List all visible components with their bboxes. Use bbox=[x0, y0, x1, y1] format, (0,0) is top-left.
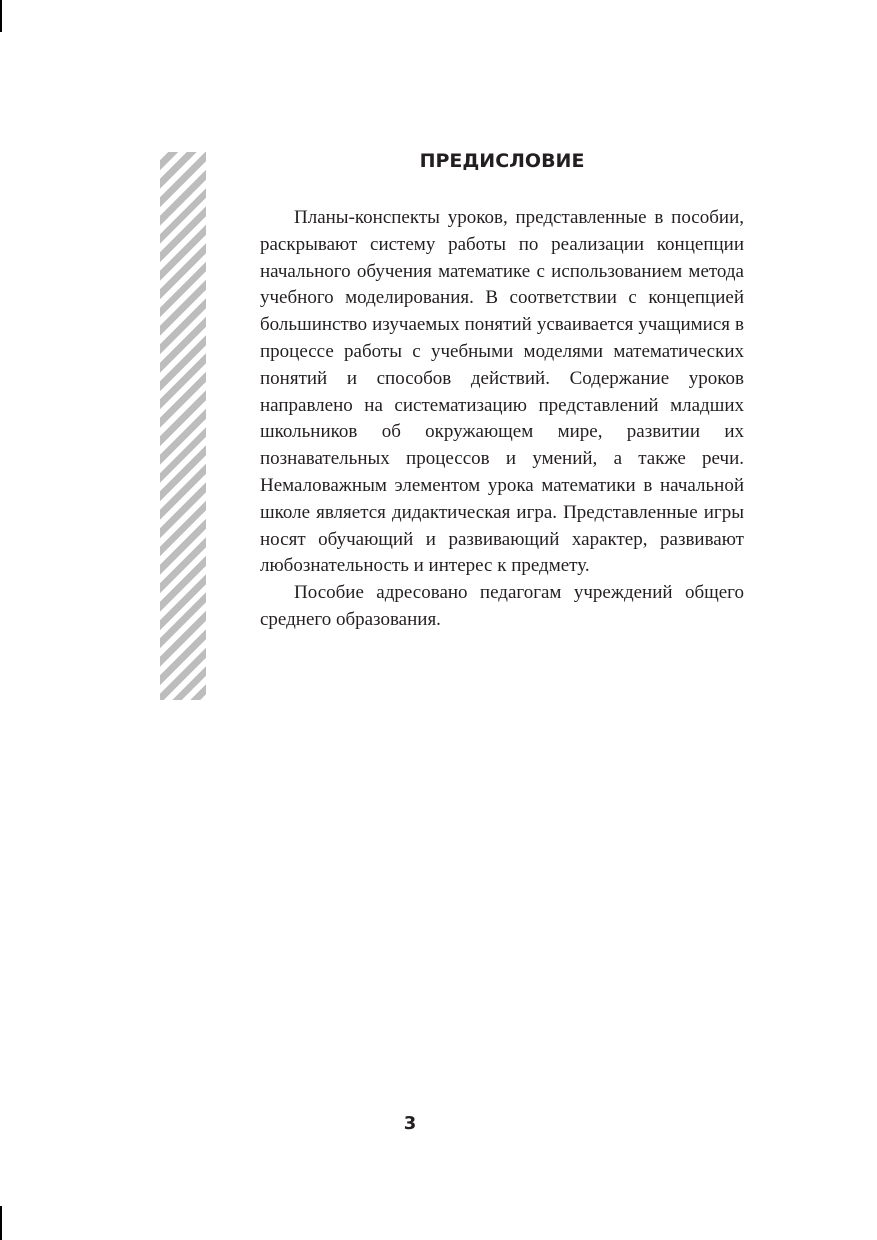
crop-mark-top bbox=[0, 0, 2, 32]
decorative-stripe-band bbox=[160, 152, 206, 700]
paragraph-audience: Пособие адресовано педагогам учреждений общего среднего образования. bbox=[260, 582, 744, 630]
paragraph-intro: Планы-конспекты уроков, представленные в пособии, раскрывают систему работы по реализации концепции начального обучения математике с использованием метода учебного моделирования. В соответствии с концепцией большинство изучаемых понятий усваивается учащимися в процессе работы с учебными моделями математических понятий и способов действий. Содержание уроков направлено на систематизацию представлений младших школьников об окружающем мире, развитии их познавательных процессов и умений, а также речи. Немаловажным элементом урока математики в начальной школе является дидактическая игра. Представленные игры носят обучающий и развивающий характер, развивают любознательность и интерес к предмету. bbox=[260, 207, 744, 577]
page-number: 3 bbox=[403, 1113, 417, 1134]
crop-mark-bottom bbox=[0, 1206, 2, 1240]
body-text bbox=[260, 205, 744, 634]
page-heading: ПРЕДИСЛОВИЕ bbox=[419, 150, 585, 172]
